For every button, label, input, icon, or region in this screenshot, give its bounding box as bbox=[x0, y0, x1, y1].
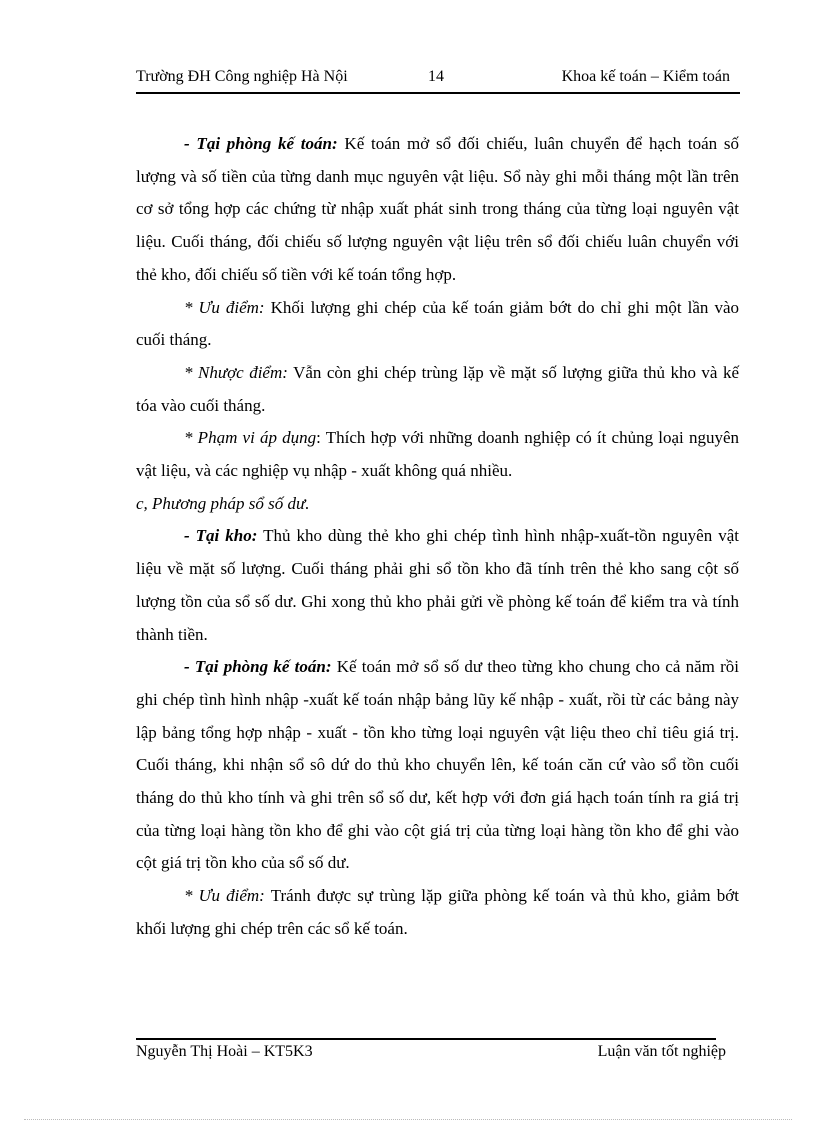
paragraph-label: * Ưu điểm: bbox=[184, 886, 265, 906]
page-number: 14 bbox=[428, 68, 444, 85]
paragraph-label: - Tại kho: bbox=[184, 526, 258, 546]
page-header bbox=[136, 66, 740, 94]
paragraph-label: * Ưu điểm: bbox=[184, 297, 265, 317]
paragraph-text: Vẫn còn ghi chép trùng lặp về mặt số lượng giữa thủ kho và kế tóa vào cuối tháng. bbox=[136, 362, 740, 415]
header-department: Khoa kế toán – Kiểm toán bbox=[561, 68, 730, 85]
page-edge-divider bbox=[24, 1119, 792, 1120]
document-body bbox=[136, 128, 739, 946]
paragraph-label: - Tại phòng kế toán: bbox=[184, 657, 332, 677]
paragraph-accounting-room bbox=[136, 128, 739, 292]
paragraph-text: Kế toán mở sổ số dư theo từng kho chung cho cả năm rồi ghi chép tình hình nhập -xuất kế toán nhập bảng lũy kế nhập - xuất, rồi từ các bảng này lập bảng tổng hợp nhập - xuất - tồn kho từng loại nguyên vật liệu theo chỉ tiêu giá trị. Cuối tháng, khi nhận sổ sô dứ do thủ kho chuyển lên, kế toán căn cứ vào sổ tồn cuối tháng do thủ kho tính và ghi trên sổ số dư, kết hợp với đơn giá hạch toán tính ra giá trị của từng loại hàng tồn kho để ghi vào cột giá trị của từng loại hàng tồn kho để ghi vào cột giá trị tồn kho của sổ số dư. bbox=[136, 657, 739, 873]
paragraph-advantage bbox=[136, 292, 739, 357]
footer-rule bbox=[136, 1038, 716, 1040]
paragraph-disadvantage bbox=[136, 357, 739, 422]
paragraph-accounting-room-2 bbox=[136, 651, 739, 880]
paragraph-text: Tránh được sự trùng lặp giữa phòng kế toán và thủ kho, giảm bớt khối lượng ghi chép trên các sổ kế toán. bbox=[136, 886, 739, 938]
paragraph-label: * Nhược điểm: bbox=[184, 362, 288, 382]
paragraph-text: Thủ kho dùng thẻ kho ghi chép tình hình nhập-xuất-tồn nguyên vật liệu về mặt số lượng. Cuối tháng phải ghi sổ tồn kho đã tính trên thẻ kho sang cột số lượng tồn của sổ số dư. Ghi xong thủ kho phải gửi về phòng kế toán để kiểm tra và tính thành tiền. bbox=[136, 526, 739, 644]
section-heading: c, Phương pháp sổ số dư. bbox=[136, 493, 310, 513]
paragraph-text: Kế toán mở sổ đối chiếu, luân chuyển để hạch toán số lượng và số tiền của từng danh mục nguyên vật liệu. Sổ này ghi mỗi tháng một lần trên cơ sở tổng hợp các chứng từ nhập xuất phát sinh trong tháng của từng loại nguyên vật liệu. Cuối tháng, đối chiếu số lượng nguyên vật liệu trên sổ đối chiếu luân chuyển với thẻ kho, đối chiếu số tiền với kế toán tổng hợp. bbox=[136, 134, 740, 284]
header-school: Trường ĐH Công nghiệp Hà Nội bbox=[136, 68, 348, 85]
paragraph-label: * Phạm vi áp dụng bbox=[184, 428, 317, 448]
footer-author: Nguyễn Thị Hoài – KT5K3 bbox=[136, 1043, 313, 1060]
footer-doc-type: Luận văn tốt nghiệp bbox=[597, 1043, 726, 1060]
paragraph-warehouse bbox=[136, 520, 739, 651]
paragraph-text: Khối lượng ghi chép của kế toán giảm bớt do chỉ ghi một lần vào cuối tháng. bbox=[136, 297, 739, 350]
paragraph-label: - Tại phòng kế toán: bbox=[184, 134, 338, 153]
paragraph-text: : Thích hợp với những doanh nghiệp có ít chủng loại nguyên vật liệu, và các nghiệp vụ nhập - xuất không quá nhiều. bbox=[136, 428, 740, 481]
paragraph-scope bbox=[136, 422, 739, 487]
paragraph-advantage-2 bbox=[136, 880, 739, 945]
